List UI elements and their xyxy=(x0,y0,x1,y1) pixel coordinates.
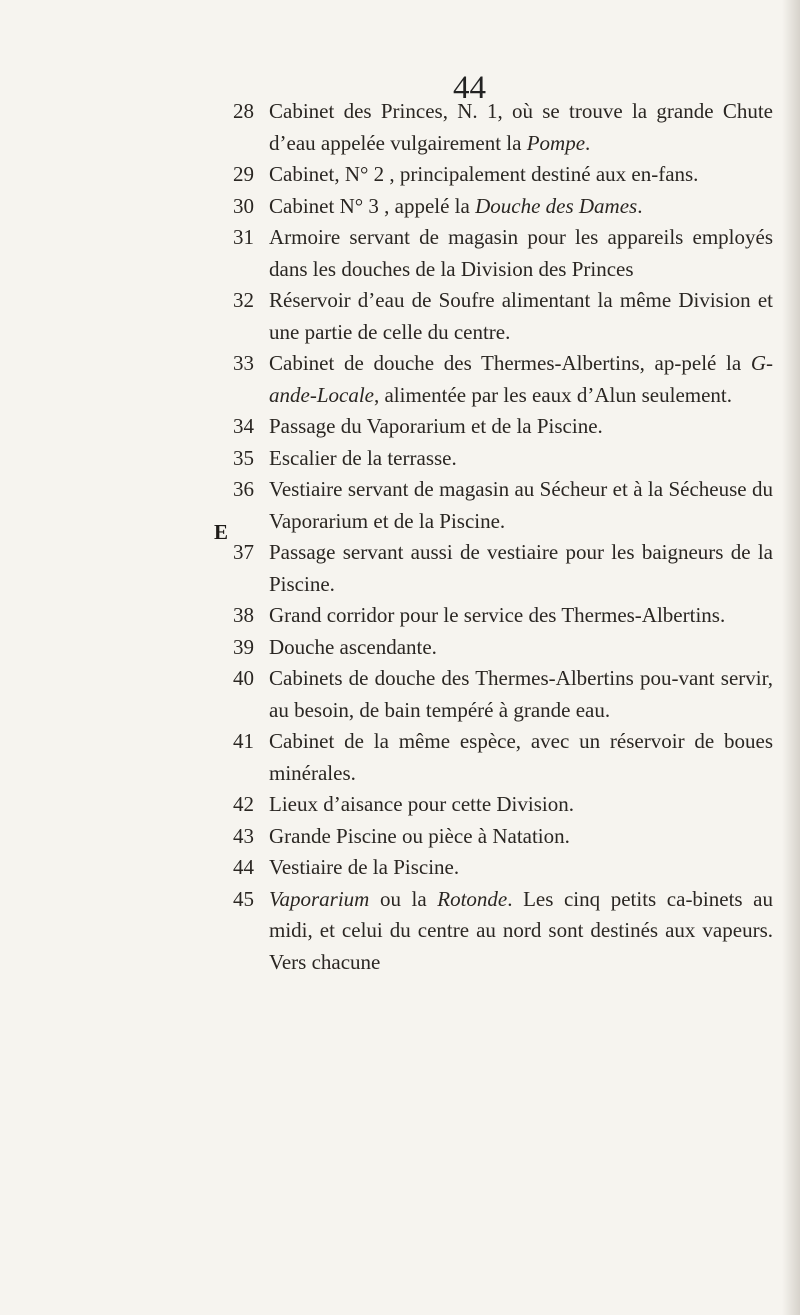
list-item xyxy=(233,884,773,979)
list-item xyxy=(233,474,773,537)
entry-number: 31 xyxy=(233,225,254,249)
entry-number: 45 xyxy=(233,886,254,911)
list-item xyxy=(233,821,773,853)
entry-text: Vestiaire servant de magasin au Sécheur et à la Sécheuse du Vaporarium et de la Piscine. xyxy=(269,477,773,533)
entry-list xyxy=(233,96,773,978)
list-item xyxy=(233,789,773,821)
list-item xyxy=(233,852,773,884)
page-edge-shadow xyxy=(782,0,800,1315)
list-item xyxy=(233,191,773,223)
entry-number: 35 xyxy=(233,445,254,470)
entry-text: Douche ascendante. xyxy=(269,634,437,659)
entry-number: 36 xyxy=(233,477,254,501)
entry-text: Cabinets de douche des Thermes-Albertins pou-vant servir, au besoin, de bain tempéré à grande eau. xyxy=(269,666,773,722)
list-item xyxy=(233,600,773,632)
entry-number: 40 xyxy=(233,666,254,690)
entry-number: 32 xyxy=(233,288,254,312)
entry-text: Réservoir d’eau de Soufre alimentant la même Division et une partie de celle du centre. xyxy=(269,288,773,344)
list-item xyxy=(233,159,773,191)
entry-text: Cabinet N° 3 , appelé la Douche des Dames. xyxy=(269,193,643,218)
entry-text: Grande Piscine ou pièce à Natation. xyxy=(269,823,570,848)
entry-text: Cabinet de douche des Thermes-Albertins, ap-pelé la G-ande-Locale, alimentée par les eaux d’Alun seulement. xyxy=(269,351,773,407)
entry-number: 38 xyxy=(233,603,254,627)
entry-text: Passage servant aussi de vestiaire pour les baigneurs de la Piscine. xyxy=(269,540,773,596)
entry-number: 44 xyxy=(233,855,254,879)
list-item xyxy=(233,285,773,348)
page-number: 44 xyxy=(453,70,486,106)
entry-number: 29 xyxy=(233,162,254,186)
list-item xyxy=(233,411,773,443)
entry-text: Cabinet, N° 2 , principalement destiné aux en-fans. xyxy=(269,162,699,186)
entry-number: 43 xyxy=(233,823,254,848)
entry-text: Lieux d’aisance pour cette Division. xyxy=(269,792,574,816)
entry-text: Cabinet de la même espèce, avec un réservoir de boues minérales. xyxy=(269,729,773,785)
list-item xyxy=(233,443,773,475)
entry-number: 28 xyxy=(233,99,254,123)
entry-text: Armoire servant de magasin pour les appareils employés dans les douches de la Division des Princes xyxy=(269,225,773,281)
entry-text: Vestiaire de la Piscine. xyxy=(269,855,460,879)
entry-text: Escalier de la terrasse. xyxy=(269,445,457,470)
entry-text: Grand corridor pour le service des Thermes-Albertins. xyxy=(269,603,726,627)
entry-number: 30 xyxy=(233,193,254,218)
list-item xyxy=(233,726,773,789)
list-item xyxy=(233,632,773,664)
entry-number: 34 xyxy=(233,414,254,438)
entry-number: 39 xyxy=(233,634,254,659)
entry-number: 37 xyxy=(233,540,254,564)
list-item xyxy=(233,348,773,411)
list-item xyxy=(233,96,773,159)
list-item xyxy=(233,663,773,726)
list-item xyxy=(233,222,773,285)
list-item xyxy=(233,537,773,600)
entry-number: 41 xyxy=(233,729,254,753)
entry-number: 33 xyxy=(233,351,254,375)
entry-text: Cabinet des Princes, N. 1, où se trouve la grande Chute d’eau appelée vulgairement la Pompe. xyxy=(269,99,773,155)
entry-text: Passage du Vaporarium et de la Piscine. xyxy=(269,414,603,438)
entry-number: 42 xyxy=(233,792,254,816)
entry-text: Vaporarium ou la Rotonde. Les cinq petits ca-binets au midi, et celui du centre au nord sont destinés aux vapeurs. Vers chacune xyxy=(269,886,774,974)
margin-letter: E xyxy=(214,520,229,544)
